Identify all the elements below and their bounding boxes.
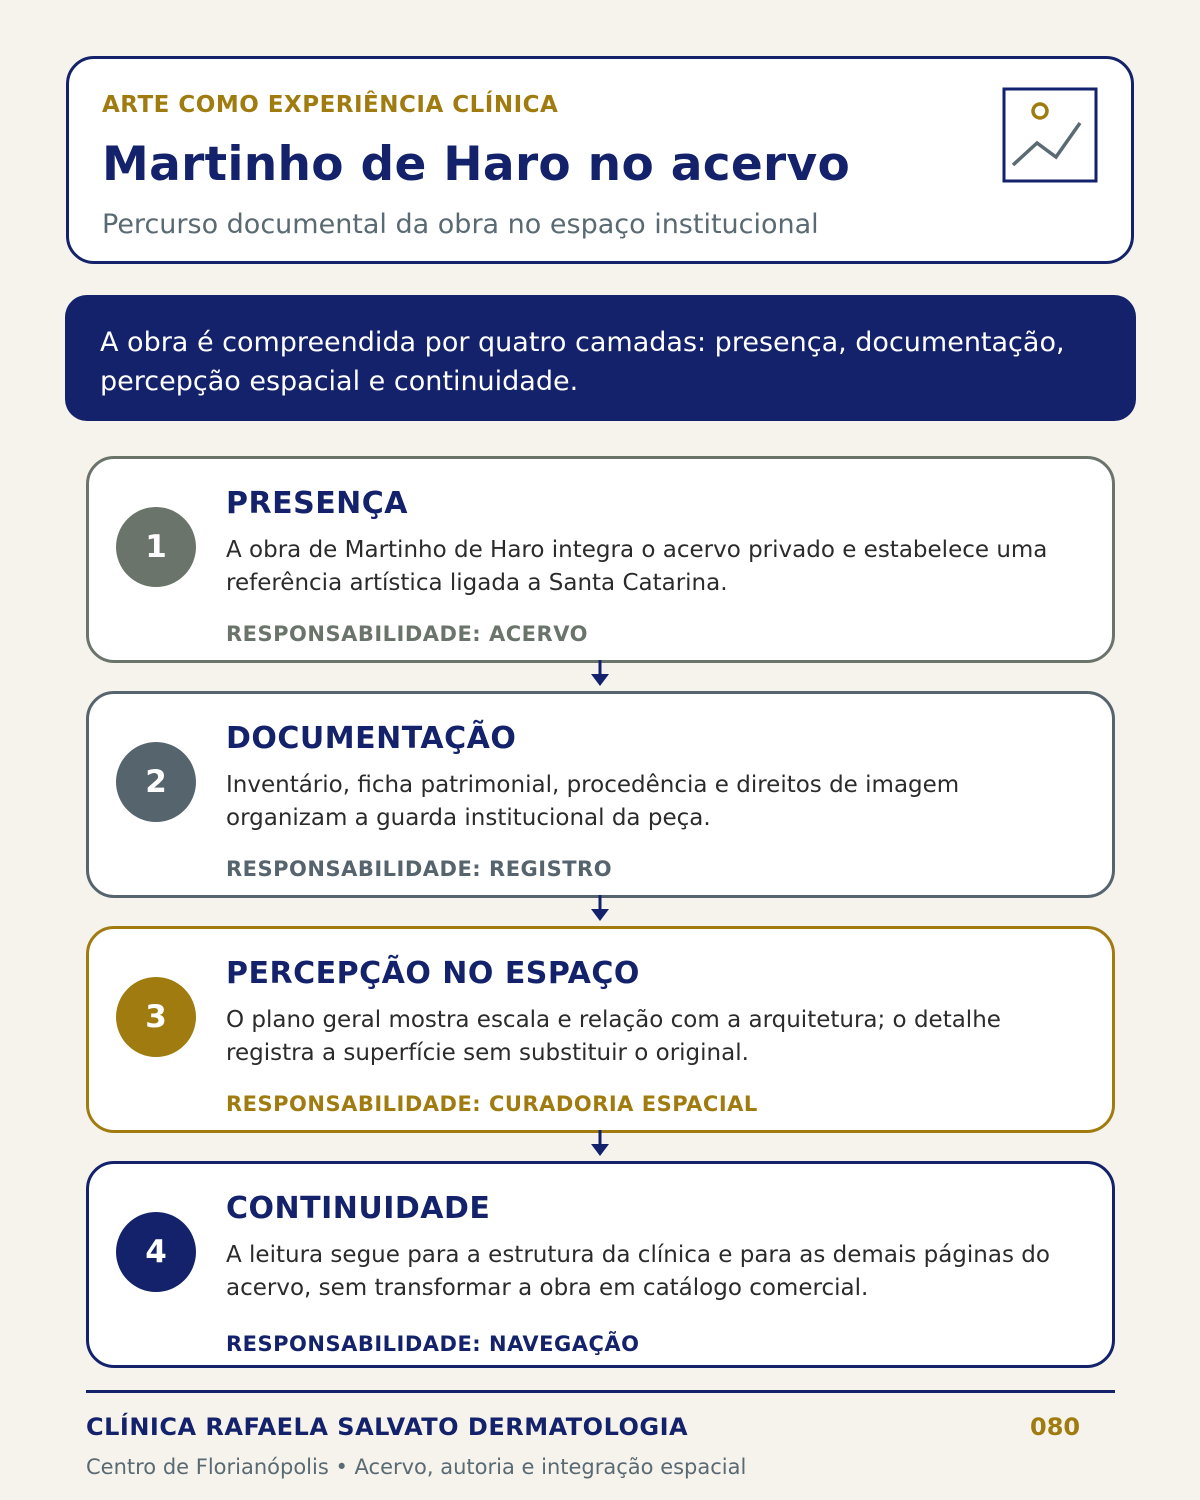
step-number-badge: 4 bbox=[116, 1212, 196, 1292]
arrow-down-icon bbox=[588, 1130, 612, 1158]
step-title: PERCEPÇÃO NO ESPAÇO bbox=[226, 956, 640, 991]
step-responsibility: RESPONSABILIDADE: NAVEGAÇÃO bbox=[226, 1332, 640, 1356]
page-number: 080 bbox=[1030, 1413, 1081, 1441]
step-card-presenca bbox=[86, 456, 1115, 663]
step-number-badge: 1 bbox=[116, 507, 196, 587]
step-description: A obra de Martinho de Haro integra o acervo privado e estabelece uma referência artística ligada a Santa Catarina. bbox=[226, 537, 1048, 596]
arrow-down-icon bbox=[588, 895, 612, 923]
step-number-badge: 2 bbox=[116, 742, 196, 822]
page-title: Martinho de Haro no acervo bbox=[102, 137, 851, 192]
page-subtitle: Percurso documental da obra no espaço institucional bbox=[102, 209, 819, 240]
footer-organization: CLÍNICA RAFAELA SALVATO DERMATOLOGIA bbox=[86, 1413, 689, 1441]
step-responsibility: RESPONSABILIDADE: REGISTRO bbox=[226, 857, 613, 881]
footer-divider bbox=[86, 1390, 1115, 1393]
step-title: DOCUMENTAÇÃO bbox=[226, 721, 517, 756]
footer-tagline: Centro de Florianópolis • Acervo, autoria e integração espacial bbox=[86, 1455, 747, 1479]
step-card-percepcao bbox=[86, 926, 1115, 1133]
step-description: Inventário, ficha patrimonial, procedência e direitos de imagem organizam a guarda institucional da peça. bbox=[226, 772, 960, 831]
step-title: CONTINUIDADE bbox=[226, 1191, 491, 1226]
step-title: PRESENÇA bbox=[226, 486, 409, 521]
step-responsibility: RESPONSABILIDADE: ACERVO bbox=[226, 622, 588, 646]
step-description: A leitura segue para a estrutura da clínica e para as demais páginas do acervo, sem transformar a obra em catálogo comercial. bbox=[226, 1242, 1050, 1301]
step-card-continuidade bbox=[86, 1161, 1115, 1368]
step-responsibility: RESPONSABILIDADE: CURADORIA ESPACIAL bbox=[226, 1092, 758, 1116]
image-icon bbox=[1002, 87, 1098, 183]
step-number-badge: 3 bbox=[116, 977, 196, 1057]
step-description: O plano geral mostra escala e relação com a arquitetura; o detalhe registra a superfície sem substituir o original. bbox=[226, 1007, 1001, 1066]
step-card-documentacao bbox=[86, 691, 1115, 898]
header-eyebrow: ARTE COMO EXPERIÊNCIA CLÍNICA bbox=[102, 92, 559, 118]
header-card bbox=[66, 56, 1134, 264]
arrow-down-icon bbox=[588, 660, 612, 688]
intro-banner: A obra é compreendida por quatro camadas: presença, documentação, percepção espacial e continuidade. bbox=[65, 295, 1136, 421]
